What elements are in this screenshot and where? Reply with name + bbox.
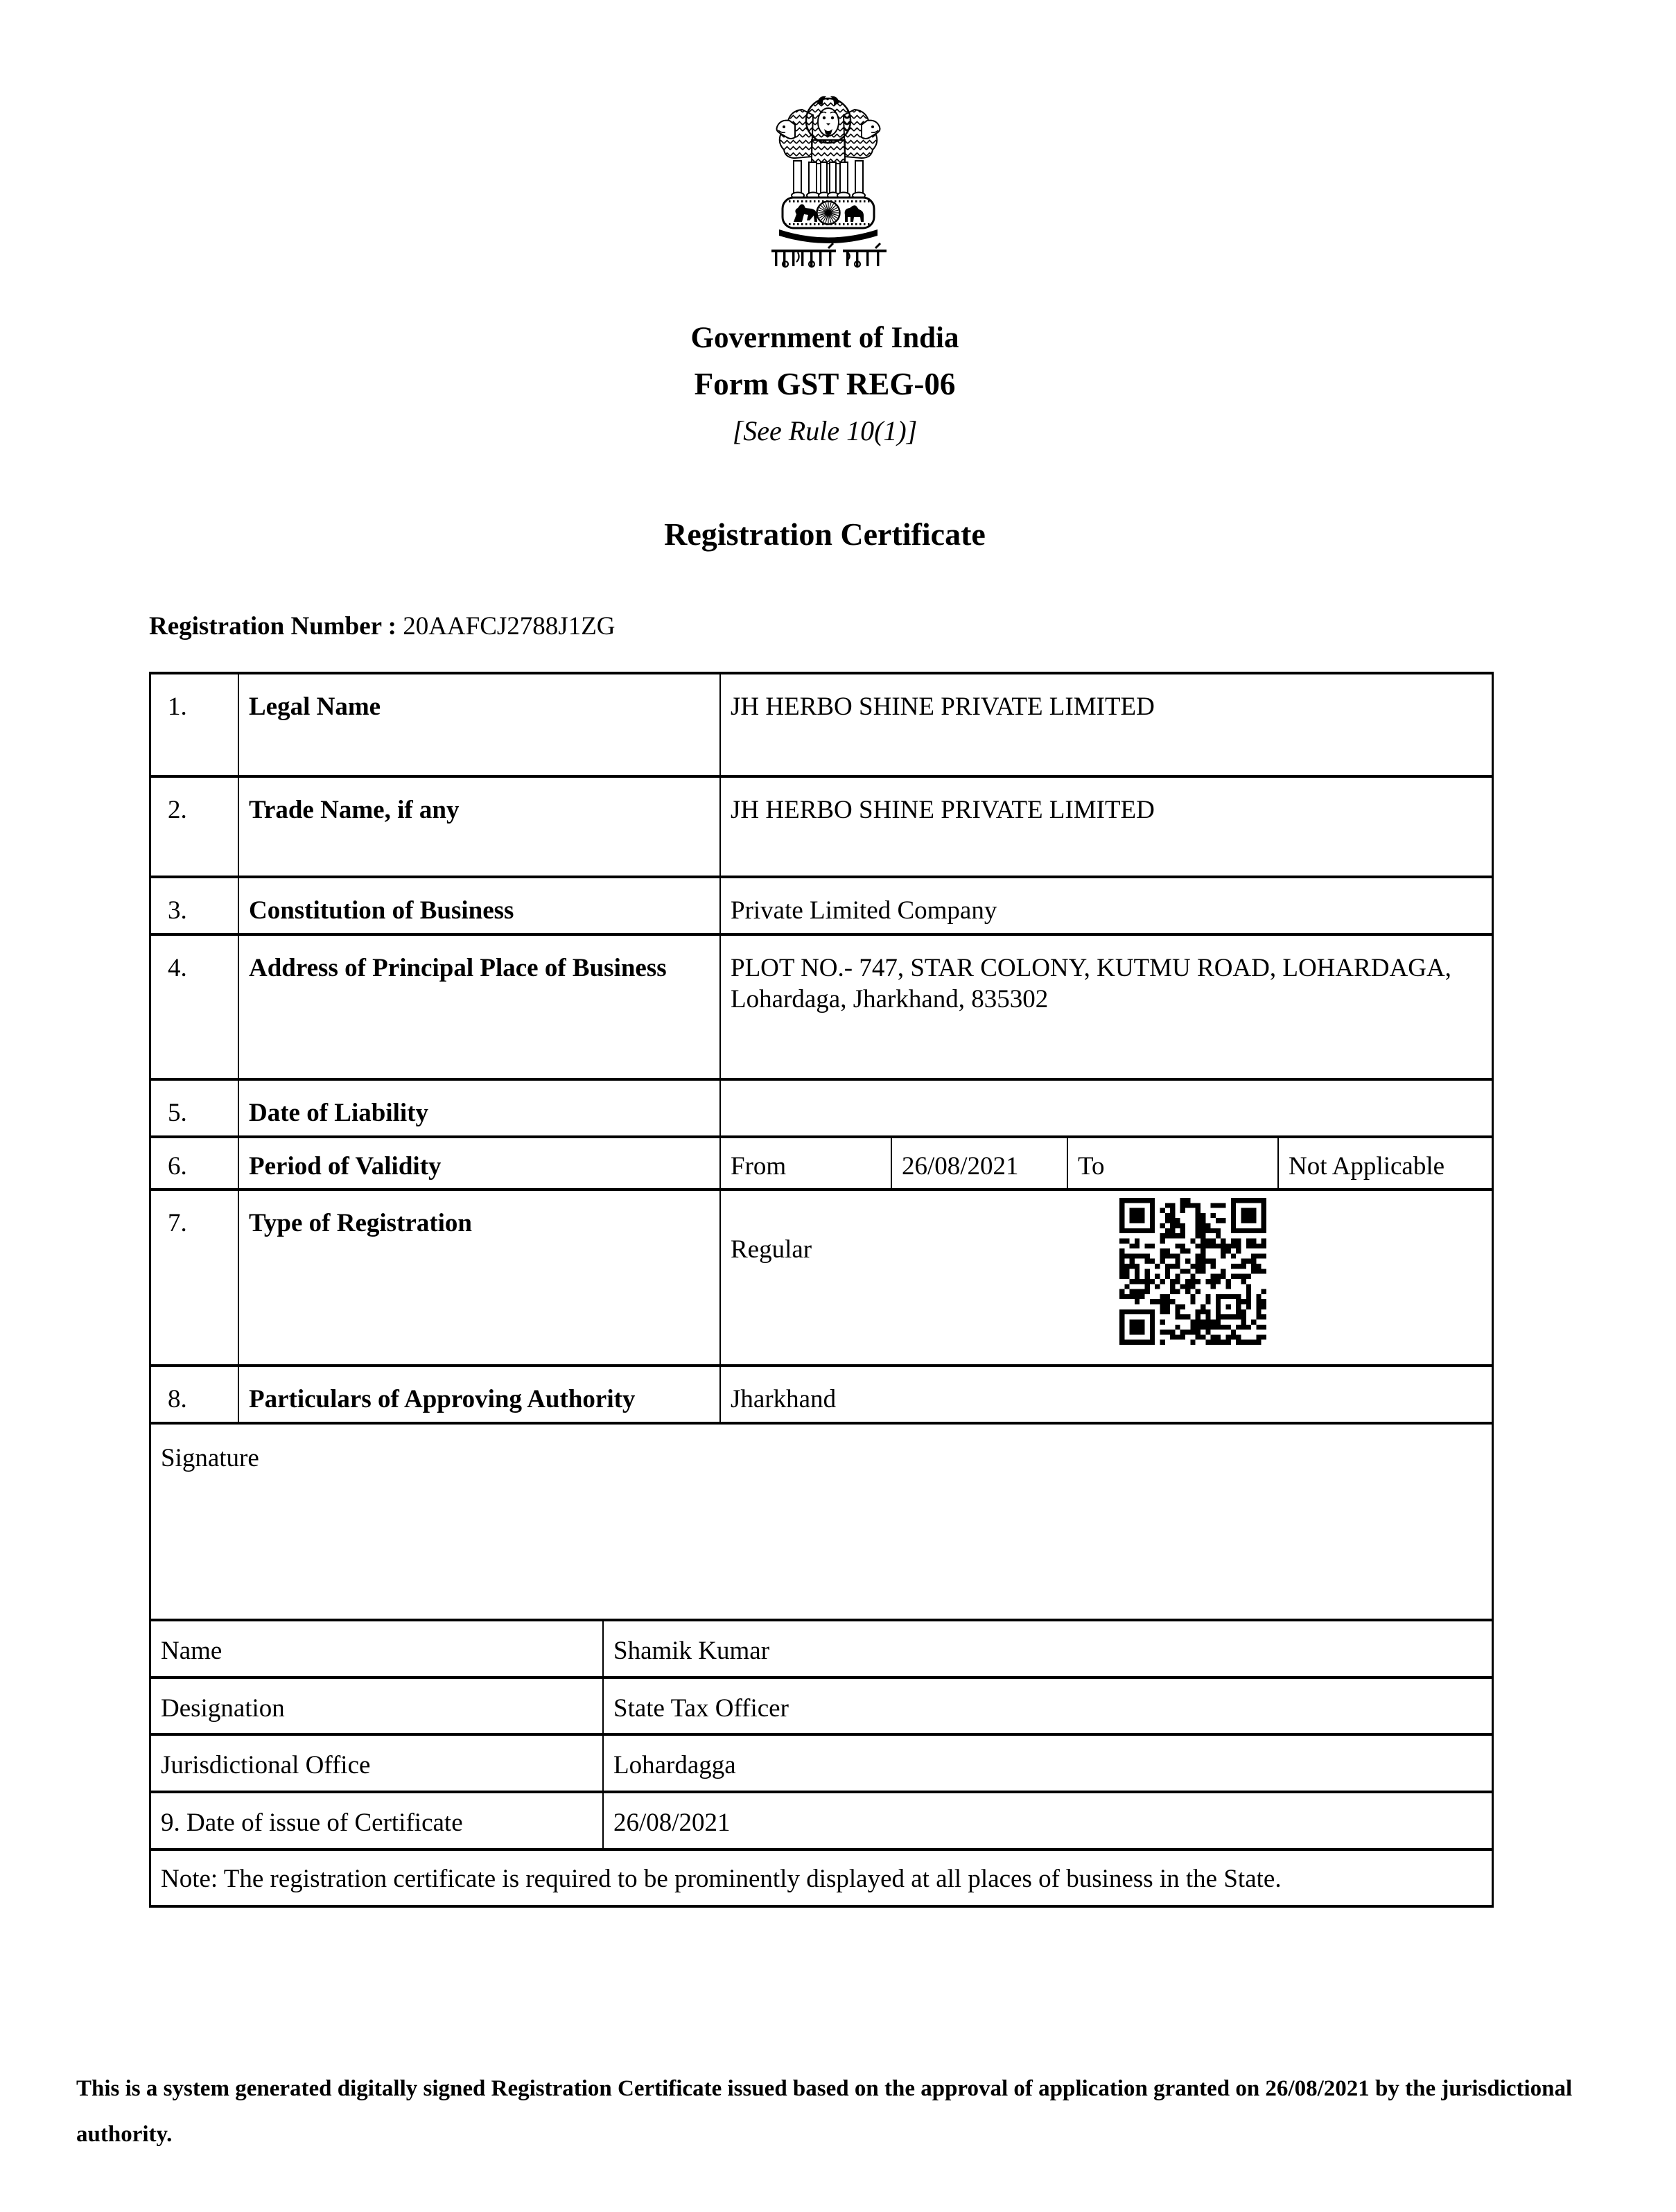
row-value: Jharkhand <box>719 1367 1492 1422</box>
national-emblem <box>759 89 898 270</box>
validity-to-value: Not Applicable <box>1277 1138 1492 1188</box>
table-row <box>151 933 1492 1078</box>
row-number: 5. <box>168 1099 187 1127</box>
row-number: 6. <box>168 1152 187 1181</box>
note-text: Note: The registration certificate is required to be prominently displayed at all places of business in the State. <box>161 1865 1282 1893</box>
row-label: Type of Registration <box>238 1191 719 1364</box>
officer-row-label: Jurisdictional Office <box>161 1751 371 1779</box>
row-label: Constitution of Business <box>238 878 719 933</box>
officer-name-row <box>151 1619 1492 1676</box>
qr-code-svg <box>1119 1198 1266 1345</box>
form-title: Form GST REG-06 <box>694 367 956 401</box>
row-value: JH HERBO SHINE PRIVATE LIMITED <box>719 674 1492 775</box>
officer-row-value: Shamik Kumar <box>602 1621 1492 1676</box>
signature-label: Signature <box>161 1444 259 1472</box>
row-number: 3. <box>168 896 187 925</box>
table-row <box>151 674 1492 775</box>
table-row <box>151 1078 1492 1135</box>
row-number: 8. <box>168 1385 187 1413</box>
officer-row-value: State Tax Officer <box>602 1679 1492 1733</box>
row-label: Address of Principal Place of Business <box>238 936 719 1078</box>
officer-row-label: Name <box>161 1637 222 1665</box>
validity-from-label: From <box>719 1138 891 1188</box>
row-label: Date of Liability <box>238 1081 719 1135</box>
registration-type-value: Regular <box>731 1235 812 1264</box>
table-row-period-of-validity <box>151 1135 1492 1188</box>
row-label: Particulars of Approving Authority <box>238 1367 719 1422</box>
row-value: Private Limited Company <box>719 878 1492 933</box>
row-value <box>719 1081 1492 1135</box>
date-of-issue-row <box>151 1791 1492 1848</box>
registration-number-value: 20AAFCJ2788J1ZG <box>403 612 616 641</box>
table-row-type-of-registration <box>151 1188 1492 1364</box>
row-label: Trade Name, if any <box>238 778 719 876</box>
row-value: JH HERBO SHINE PRIVATE LIMITED <box>719 778 1492 876</box>
table-row <box>151 775 1492 876</box>
row-value <box>719 1191 1492 1364</box>
row-label: Period of Validity <box>238 1138 719 1188</box>
table-row <box>151 876 1492 933</box>
see-rule-subtitle: [See Rule 10(1)] <box>732 415 918 446</box>
satyameva-jayate-motto <box>771 243 887 267</box>
officer-row-value: Lohardagga <box>602 1736 1492 1791</box>
certificate-table <box>149 672 1494 1908</box>
row-value: PLOT NO.- 747, STAR COLONY, KUTMU ROAD, LOHARDAGA, Lohardaga, Jharkhand, 835302 <box>719 936 1492 1078</box>
validity-from-value: 26/08/2021 <box>891 1138 1067 1188</box>
row-number: 4. <box>168 954 187 982</box>
officer-row-label: 9. Date of issue of Certificate <box>161 1809 463 1837</box>
note-row <box>151 1848 1492 1905</box>
table-row <box>151 1364 1492 1422</box>
dharma-chakra-icon <box>817 202 840 225</box>
national-emblem-graphic <box>759 89 898 270</box>
row-number: 7. <box>168 1209 187 1237</box>
signature-row <box>151 1422 1492 1619</box>
certificate-title: Registration Certificate <box>664 516 986 552</box>
government-of-india-heading: Government of India <box>690 322 959 354</box>
row-number: 2. <box>168 796 187 824</box>
row-label: Legal Name <box>238 674 719 775</box>
officer-row-value: 26/08/2021 <box>602 1793 1492 1848</box>
registration-number-line <box>149 611 616 641</box>
row-number: 1. <box>168 693 187 721</box>
officer-row-label: Designation <box>161 1694 285 1723</box>
footer-disclaimer: This is a system generated digitally signed Registration Certificate issued based on the approval of application granted on 26/08/2021 by the jurisdictional authority. <box>76 2076 1573 2147</box>
registration-number-label: Registration Number : <box>149 612 396 641</box>
officer-designation-row <box>151 1676 1492 1733</box>
jurisdictional-office-row <box>151 1733 1492 1791</box>
validity-to-label: To <box>1067 1138 1277 1188</box>
qr-code <box>1119 1198 1266 1345</box>
